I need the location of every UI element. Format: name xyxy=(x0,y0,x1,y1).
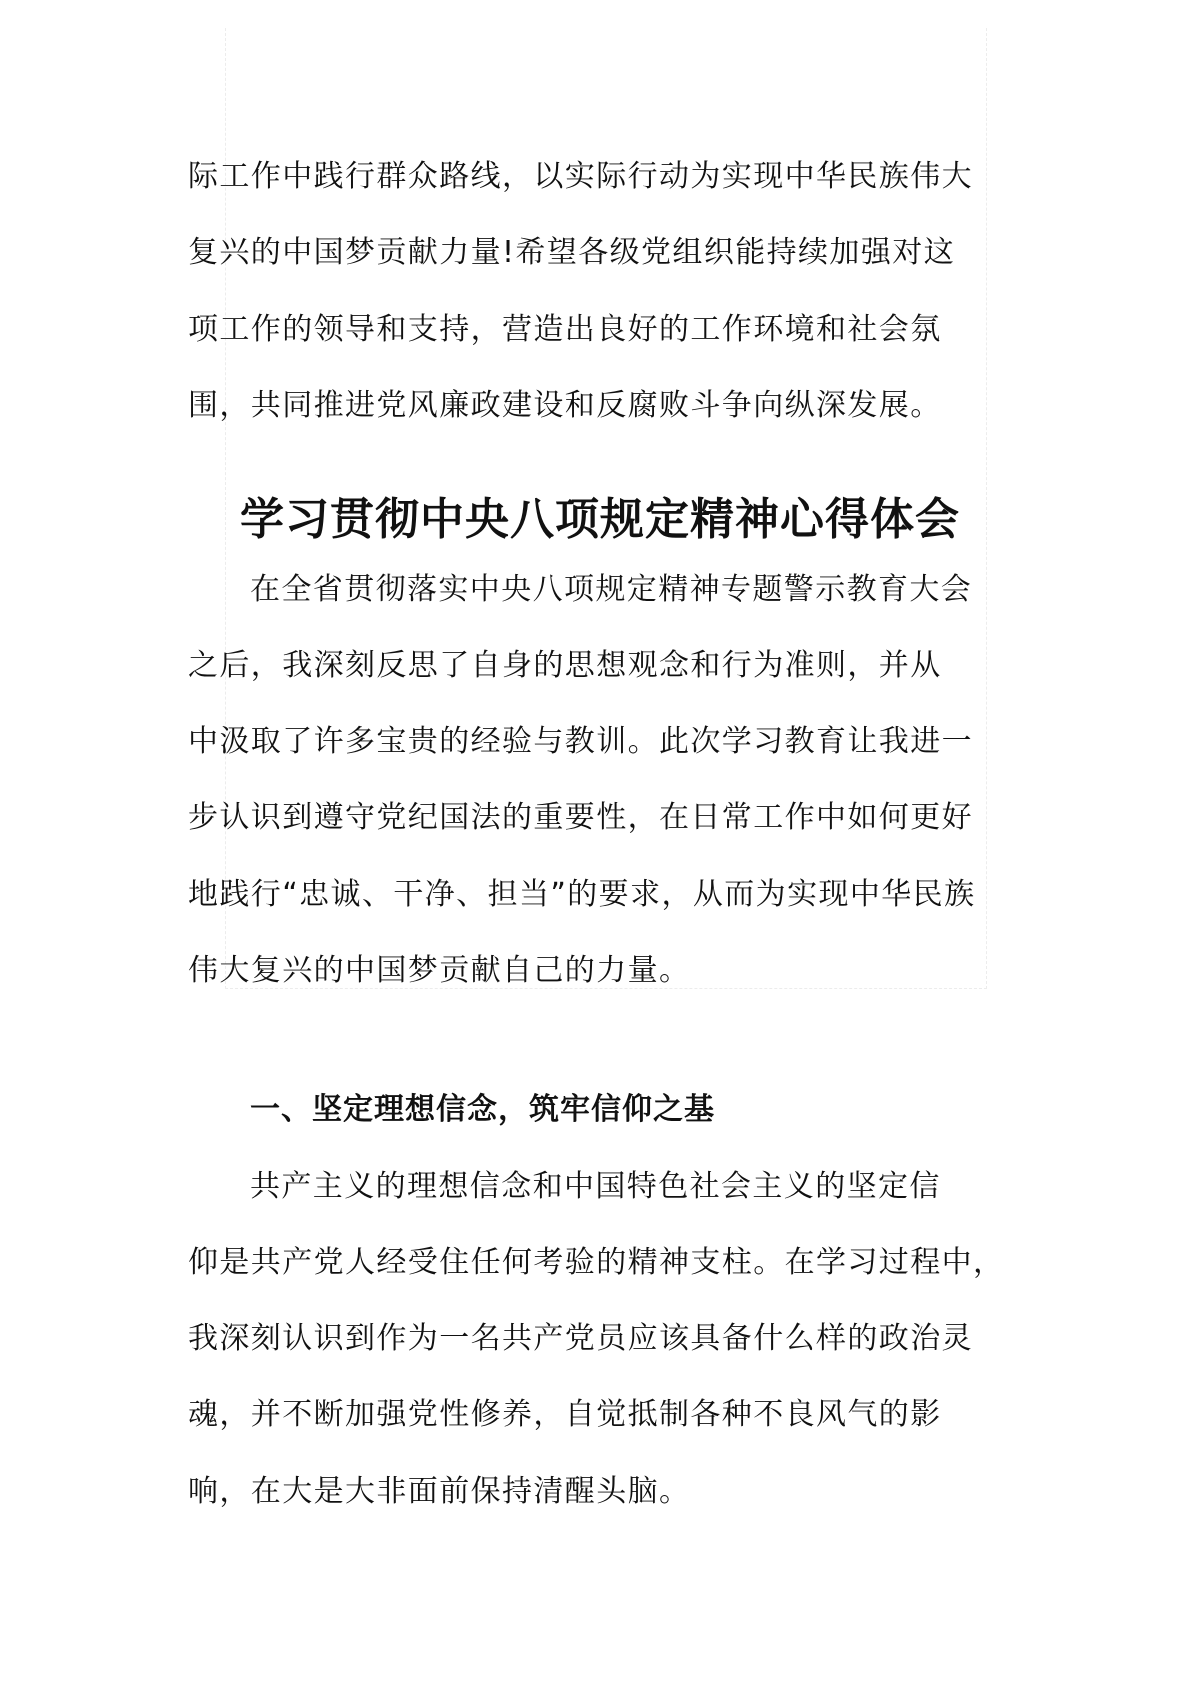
paragraph-line: 之后，我深刻反思了自身的思想观念和行为准则，并从 xyxy=(188,648,942,683)
section-heading: 一、坚定理想信念，筑牢信仰之基 xyxy=(250,1092,715,1127)
section-line: 共产主义的理想信念和中国特色社会主义的坚定信 xyxy=(250,1169,941,1204)
section-line: 我深刻认识到作为一名共产党员应该具备什么样的政治灵 xyxy=(188,1321,973,1356)
section-line: 魂，并不断加强党性修养，自觉抵制各种不良风气的影 xyxy=(188,1397,942,1432)
paragraph-line: 中汲取了许多宝贵的经验与教训。此次学习教育让我进一 xyxy=(188,724,973,759)
intro-line: 项工作的领导和支持，营造出良好的工作环境和社会氛 xyxy=(188,312,942,347)
paragraph-line: 伟大复兴的中国梦贡献自己的力量。 xyxy=(188,953,691,988)
intro-line: 际工作中践行群众路线，以实际行动为实现中华民族伟大 xyxy=(188,159,973,194)
document-title: 学习贯彻中央八项规定精神心得体会 xyxy=(240,494,960,545)
intro-line: 围，共同推进党风廉政建设和反腐败斗争向纵深发展。 xyxy=(188,388,942,423)
intro-line: 复兴的中国梦贡献力量!希望各级党组织能持续加强对这 xyxy=(188,235,956,270)
section-line: 仰是共产党人经受住任何考验的精神支柱。在学习过程中， xyxy=(188,1245,1005,1280)
paragraph-line: 在全省贯彻落实中央八项规定精神专题警示教育大会 xyxy=(250,572,973,607)
paragraph-line: 步认识到遵守党纪国法的重要性，在日常工作中如何更好 xyxy=(188,800,973,835)
paragraph-line: 地践行“忠诚、干净、担当”的要求，从而为实现中华民族 xyxy=(188,877,976,912)
section-line: 响，在大是大非面前保持清醒头脑。 xyxy=(188,1474,691,1509)
